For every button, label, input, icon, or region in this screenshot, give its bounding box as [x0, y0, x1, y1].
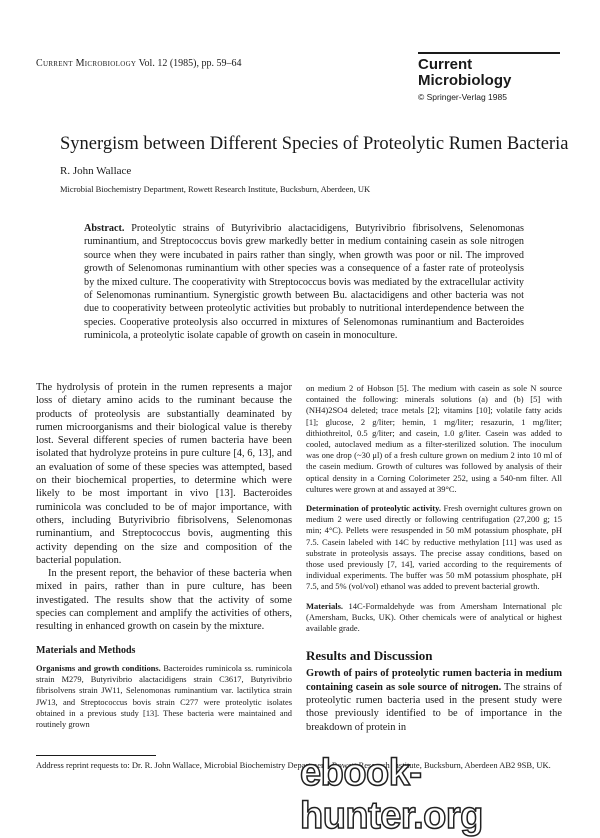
- results-subheading: Growth of pairs of proteolytic rumen bacteria in medium containing casein as sole source of nitrogen.: [306, 668, 562, 693]
- results-text: The strains of proteolytic rumen bacteria used in the present study were those previously identified to be of importance in the breakdown of protein in: [306, 681, 562, 733]
- results-heading: Results and Discussion: [306, 648, 433, 664]
- brand-rule: [418, 52, 560, 54]
- left-column: [36, 381, 292, 730]
- journal-brand: [418, 52, 560, 102]
- proteolytic-label: Determination of proteolytic activity.: [306, 503, 441, 514]
- methods-heading: Materials and Methods: [36, 644, 136, 656]
- abstract: [84, 222, 524, 343]
- results-paragraph: [306, 667, 562, 733]
- journal-name: Current Microbiology: [36, 58, 137, 69]
- intro-paragraph-2: In the present report, the behavior of these bacteria when mixed in pairs, rather than in pure culture, has been investigated. The results show that the activity of some species can complement and amplify the activities of others, resulting in enhanced growth on casein by the mixture.: [36, 568, 292, 633]
- footnote-rule: [36, 755, 156, 756]
- affiliation: Microbial Biochemistry Department, Rowett Research Institute, Bucksburn, Aberdeen, UK: [60, 184, 371, 194]
- organisms-label: Organisms and growth conditions.: [36, 663, 161, 673]
- brand-line-1: Current: [418, 56, 473, 73]
- materials-text: 14C-Formaldehyde was from Amersham International plc (Amersham, Bucks, UK). Other chemicals were of analytical or highest available grade.: [306, 600, 562, 634]
- author: R. John Wallace: [60, 165, 132, 177]
- right-column: [306, 383, 562, 734]
- journal-citation: [36, 58, 242, 69]
- journal-volume: Vol. 12 (1985), pp. 59–64: [136, 58, 242, 69]
- intro-paragraph-1: The hydrolysis of protein in the rumen represents a major loss of dietary amino acids to the ruminant because the products of proteolysis are substantially deaminated by rumen microorganisms and their biological value is thereby lost. Several different species of rumen bacteria have been isolated that hydrolyze proteins in pure culture [4, 6, 13], and an evaluation of some of these species was attempted, based on their biochemical properties, to determine which were likely to be most important in vivo [13]. Bacteroides ruminicola was concluded to be of major importance, with others, including Butyrivibrio fibrisolvens, Selenomonas ruminantium, and Streptococcus bovis, augmenting this activity depending on the size and composition of the bacterial population.: [36, 382, 292, 566]
- organisms-paragraph: [36, 663, 292, 730]
- abstract-text: Proteolytic strains of Butyrivibrio alactacidigens, Butyrivibrio fibrisolvens, Selenomonas ruminantium, and Streptococcus bovis grew markedly better in medium containing casein as sole nitrogen source when they were incubated in pairs rather than singly, when growth was poor or nil. The improved growth of Selenomonas ruminantium with other species was a consequence of a faster rate of proteolysis by the mixed culture. The cooperativity with Streptococcus bovis was mediated by the extracellular activity of Selenomonas ruminantium. Synergistic growth between Bu. alactacidigens and other bacteria was not due to cooperativity between proteolytic activities but probably to nutritional interdependence between the species. Cooperative proteolysis also occurred in mixtures of Selenomonas ruminantium and Bacteroides ruminicola, a proteolytic isolate capable of growth on casein in monoculture.: [84, 223, 525, 342]
- organisms-text: Bacteroides ruminicola ss. ruminicola strain M279, Butyrivibrio alactacidigens strain C3617, Butyrivibrio fibrisolvens strain JW11, Selenomonas ruminantium var. lactilytica strain JW13, and Streptococcus bovis strain C277 were proteolytic isolates obtained in a previous study [13]. These bacteria were maintained and routinely grown: [36, 663, 292, 729]
- materials-paragraph: [306, 601, 562, 635]
- medium-paragraph: on medium 2 of Hobson [5]. The medium with casein as sole N source contained the following: minerals solutions (a) and (b) [5] with (NH4)2SO4 deleted; trace metals [2]; vitamins [10]; volatile fatty acids [1]; glucose, 2 g/liter; hemin, 1 mg/liter; resazurin, 1 mg/liter; dithiothreitol, 0.5 g/liter; and casein, 1.0 g/liter. Casein was added to cooled, autoclaved medium as a filter-sterilized solution. The inoculum was one drop (~30 μl) of a fresh culture grown on medium 2 into 10 ml of the casein medium. Growth of cultures was followed by analysis of their optical density in a Corning Colorimeter 252, using a 540-nm filter. All cultures were grown at and assayed at 39°C.: [306, 383, 562, 494]
- abstract-label: Abstract.: [84, 223, 125, 234]
- proteolytic-text: Fresh overnight cultures grown on medium 2 were used directly or following centrifugation (27,200 g; 15 min; 4°C). Pellets were resuspended in 50 mM potassium phosphate, pH 7.5. Casein labeled with 14C by reductive methylation [11] was used as substrate in proteolysis assays. The precise assay conditions, based on those used previously [7, 14], varied according to the requirements of individual experiments. The buffer was 50 mM potassium phosphate, pH 7.5, and 5% (vol/vol) ethanol was added to prevent bacterial growth.: [306, 503, 563, 592]
- proteolytic-paragraph: [306, 503, 562, 593]
- brand-line-2: Microbiology: [418, 72, 512, 89]
- article-title: Synergism between Different Species of Proteolytic Rumen Bacteria: [60, 134, 569, 154]
- materials-label: Materials.: [306, 600, 344, 611]
- copyright: © Springer-Verlag 1985: [418, 92, 507, 102]
- footnote: Address reprint requests to: Dr. R. John Wallace, Microbial Biochemistry Department, Rowett Research Institute, Bucksburn, Aberdeen AB2 9SB, UK.: [36, 760, 551, 770]
- watermark: ebook-hunter.org: [300, 752, 483, 837]
